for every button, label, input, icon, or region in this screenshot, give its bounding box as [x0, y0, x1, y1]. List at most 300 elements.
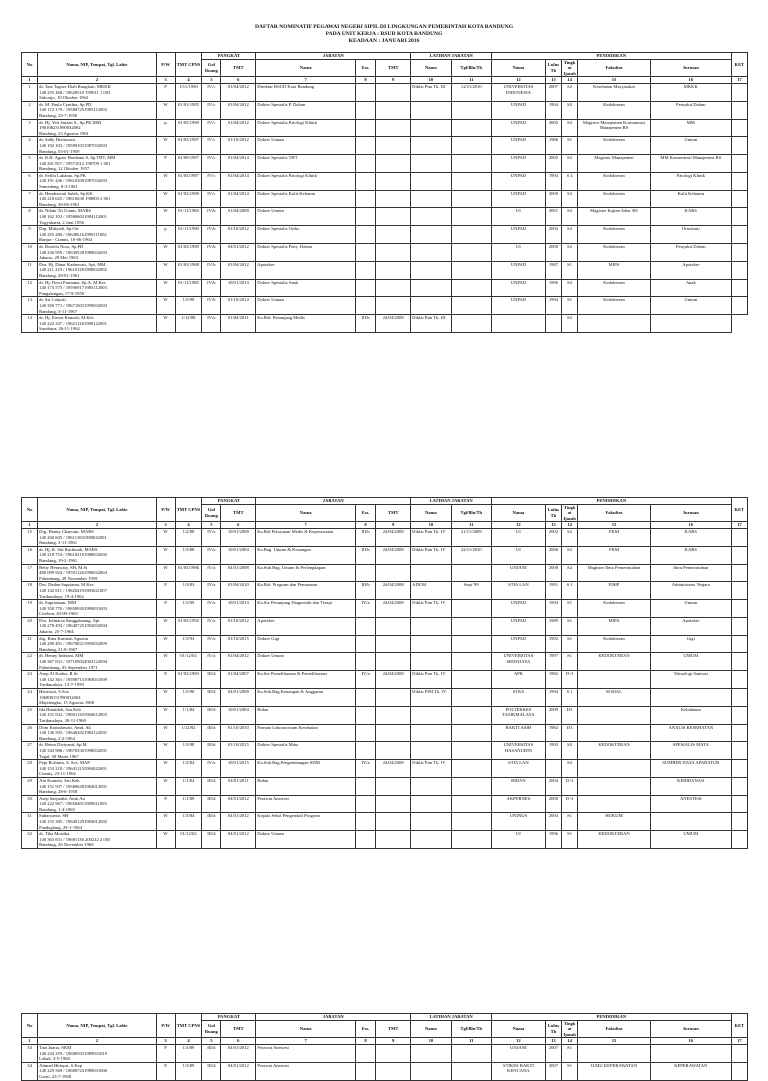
table-cell: 1/1/84 — [175, 777, 202, 795]
table-cell — [411, 244, 451, 262]
table-cell: 1/11/1990 — [175, 83, 202, 101]
table-cell: dr. Hj. R. Siti Rachmah, MARS 140 218 753 / 196102191988032002 Bandung, 19-2-1961 — [38, 546, 157, 564]
table-cell — [451, 244, 491, 262]
col-number: 9 — [376, 522, 411, 529]
table-cell: 1/3/88 — [175, 546, 202, 564]
table-cell — [376, 689, 411, 707]
col-header-jabatan-nama: Nama — [256, 59, 356, 77]
table-cell: 7 — [22, 190, 38, 208]
table-cell — [355, 279, 375, 297]
table-cell: Kedokteran — [578, 279, 651, 297]
table-cell: 5 — [22, 155, 38, 173]
table-cell — [355, 226, 375, 244]
table-cell — [376, 635, 411, 653]
table-cell: 01/03/1986 — [175, 564, 202, 582]
table-cell: Ilmu Pemerintahan — [650, 564, 731, 582]
table-cell: 30 — [22, 795, 38, 813]
table-cell — [451, 297, 491, 315]
table-row — [22, 1044, 748, 1062]
table-cell — [355, 564, 375, 582]
table-cell: Kedokteran — [578, 101, 651, 119]
table-cell: Apoteker — [256, 261, 356, 279]
table-cell: UNPAD — [491, 226, 545, 244]
table-row — [22, 617, 748, 635]
table-cell: Umum — [650, 600, 731, 618]
table-cell: ANALIS KESEHATAN — [650, 724, 731, 742]
table-cell: P — [156, 155, 175, 173]
table-cell — [731, 760, 747, 778]
col-header-latihan-tgl: Tgl/Bln/Th — [451, 1020, 491, 1038]
table-row — [22, 155, 748, 173]
table-cell — [578, 706, 651, 724]
table-cell: 2006 — [545, 546, 561, 564]
table-cell: dr. Suprastuan, MM 140 350 770 / 196509201999031003 Cirebon, 20-09-1965 — [38, 600, 157, 618]
table-row — [22, 297, 748, 315]
table-cell: 1992 — [545, 635, 561, 653]
table-cell: IV/c — [202, 190, 221, 208]
table-cell: Patologi Klinik — [650, 172, 731, 190]
table-cell: Drg. Henny Chaerani, MARS 140 260 845 / 196111031988022001 Bandung, 3-11-1961 — [38, 528, 157, 546]
table-cell: MM Konsentrasi Manajemen RS — [650, 155, 731, 173]
table-cell: dr. Taat Tagore Diah Rangkuti, MKKK 140 255 468 / 19620510 199011 1 003 Sidoarjo, 10 Oktober 1962 — [38, 83, 157, 101]
table-cell: 15 — [22, 528, 38, 546]
table-cell: 3 — [22, 119, 38, 137]
table-cell: IV/a — [355, 760, 375, 778]
table-cell: 04/01/2008 — [221, 564, 256, 582]
table-cell — [411, 706, 451, 724]
table-cell: BAKTI ASIH — [491, 724, 545, 742]
table-cell — [376, 813, 411, 831]
table-cell — [376, 724, 411, 742]
table-cell: Kedokteran — [578, 297, 651, 315]
col-number: 3 — [156, 1038, 175, 1045]
table-cell: 10/01/2015 — [221, 760, 256, 778]
table-cell: 24/04/2008 — [376, 582, 411, 600]
table-cell: Dokter Umum — [256, 653, 356, 671]
table-cell: 01/10/2012 — [221, 617, 256, 635]
table-cell: 1/12/82 — [175, 724, 202, 742]
table-row — [22, 760, 748, 778]
table-cell: 01/09/1987 — [175, 155, 202, 173]
table-cell: W — [156, 297, 175, 315]
table-cell: Ka.Sub.Bag. Umum & Perlengkapan — [256, 564, 356, 582]
table-cell — [411, 190, 451, 208]
table-cell: p — [156, 119, 175, 137]
table-cell: S1 — [562, 1062, 578, 1080]
table-cell: UMUM — [650, 831, 731, 849]
table-cell: W — [156, 564, 175, 582]
table-cell — [411, 653, 451, 671]
col-number: 13 — [545, 522, 561, 529]
table-cell: S1 — [562, 297, 578, 315]
table-cell — [731, 528, 747, 546]
table-cell — [491, 315, 545, 333]
table-cell: 10/01/2008 — [221, 528, 256, 546]
table-cell: P — [156, 1044, 175, 1062]
table-cell: Dokter Spesialis Patologi Klinik — [256, 172, 356, 190]
table-cell — [376, 1062, 411, 1080]
col-number: 3 — [156, 77, 175, 84]
table-cell — [731, 653, 747, 671]
table-cell — [451, 190, 491, 208]
table-cell: UNPAD — [491, 635, 545, 653]
table-cell: W — [156, 172, 175, 190]
col-header-latihan: LATIHAN JABATAN — [411, 498, 492, 505]
table-cell: 04/01/2012 — [221, 1044, 256, 1062]
table-cell: STIA LAN — [491, 582, 545, 600]
table-cell: P — [156, 795, 175, 813]
table-cell — [451, 315, 491, 333]
table-cell: W — [156, 724, 175, 742]
table-cell: 2005 — [545, 155, 561, 173]
table-cell — [731, 101, 747, 119]
col-header-ket: KET — [731, 1014, 747, 1038]
table-cell: 1/3/98 — [175, 742, 202, 760]
table-cell: IV/a — [355, 600, 375, 618]
table-cell: 11 — [22, 261, 38, 279]
table-cell — [376, 653, 411, 671]
table-cell: IV/a — [202, 564, 221, 582]
table-cell: UNPAD — [491, 617, 545, 635]
table-cell: Perawat Anestesi — [256, 795, 356, 813]
table-cell: IV/c — [202, 137, 221, 155]
table-cell — [355, 297, 375, 315]
table-cell: IV/b — [202, 261, 221, 279]
table-cell: S2 — [562, 155, 578, 173]
table-cell — [376, 706, 411, 724]
table-cell — [376, 244, 411, 262]
table-cell: 4 — [22, 137, 38, 155]
table-cell: 1/3/99 — [175, 600, 202, 618]
table-cell: S 2 — [562, 172, 578, 190]
table-cell: dr. Hj. Eresta Kemala, M.Kes 140 222 347 / 196211261988122001 Surabaya, 26-11-1962 — [38, 315, 157, 333]
table-cell: 2007 — [545, 83, 561, 101]
table-row — [22, 226, 748, 244]
col-number: 10 — [411, 522, 451, 529]
table-cell: 1997 — [545, 653, 561, 671]
table-cell: 01/11/1984 — [175, 208, 202, 226]
col-number: 7 — [256, 1038, 356, 1045]
table-cell — [451, 617, 491, 635]
table-cell — [545, 760, 561, 778]
col-number: 15 — [578, 522, 651, 529]
table-cell: MM — [650, 119, 731, 137]
table-row — [22, 635, 748, 653]
table-cell — [355, 742, 375, 760]
table-row — [22, 1062, 748, 1080]
header-unit: PADA UNIT KERJA : RSUD KOTA BANDUNG — [325, 31, 443, 37]
table-cell: W — [156, 706, 175, 724]
table-cell: Umum — [650, 137, 731, 155]
table-row — [22, 279, 748, 297]
table-cell: 1994 — [545, 297, 561, 315]
table-cell: Magister Ilmu Pemerintahan — [578, 564, 651, 582]
table-row — [22, 261, 748, 279]
table-cell: HUKUM — [578, 813, 651, 831]
table-cell: UNIVERSITAS INDONESIA — [491, 83, 545, 101]
table-cell — [731, 689, 747, 707]
table-cell: Diklat Pim Tk. IV — [411, 760, 451, 778]
table-cell: 1986 — [545, 137, 561, 155]
table-cell: UNPAD — [491, 279, 545, 297]
table-cell: Ani Komala, Am.Keb 140 151 937 / 195806281984012001 Bandung, 28-6-1958 — [38, 777, 157, 795]
col-number: 15 — [578, 1038, 651, 1045]
table-cell: dr. Henny Indriani, MM 140 367 631 / 197109032002122004 Palembang, 03 September 1971 — [38, 653, 157, 671]
table-cell: dr. R.H. Agoes Hardiana S, Sp.THT, MM 140 201 857 / 19571012 198709 1 001 Bandung, 12 Oktober 1957 — [38, 155, 157, 173]
table-cell — [355, 813, 375, 831]
table-cell — [650, 689, 731, 707]
col-header-nama: Nama, NIP, Tempat, Tgl. Lahir — [38, 498, 157, 522]
table-cell — [578, 724, 651, 742]
table-cell — [451, 635, 491, 653]
table-cell: S2 — [562, 101, 578, 119]
table-cell: S2 — [562, 315, 578, 333]
table-cell — [376, 137, 411, 155]
table-cell: W — [156, 760, 175, 778]
table-cell: Dokter Umum — [256, 137, 356, 155]
table-cell — [650, 1044, 731, 1062]
table-cell — [355, 244, 375, 262]
col-header-gol: Gol Ruang — [202, 504, 221, 522]
col-header-tmt-cpns: TMT CPNS — [175, 53, 202, 77]
table-cell: Bidan — [256, 706, 356, 724]
col-number: 10 — [411, 77, 451, 84]
table-cell: 10/01/2004 — [221, 706, 256, 724]
table-cell: Kedokteran — [578, 226, 651, 244]
table-cell: 1994 — [545, 600, 561, 618]
col-header-pw: P/W — [156, 1014, 175, 1038]
table-cell: 24/04/2008 — [376, 760, 411, 778]
table-cell: STIKES BAKTI KENCANA — [491, 1062, 545, 1080]
table-cell — [411, 635, 451, 653]
table-cell — [731, 1044, 747, 1062]
table-cell — [355, 653, 375, 671]
table-cell: S2 — [562, 742, 578, 760]
table-cell: UI — [491, 208, 545, 226]
col-number: 12 — [491, 522, 545, 529]
col-header-no: No — [22, 498, 38, 522]
col-header-fakultas: Fakultas — [578, 1020, 651, 1038]
table-cell: 01/03/1992 — [175, 617, 202, 635]
table-cell — [451, 155, 491, 173]
col-number: 16 — [650, 77, 731, 84]
table-cell: Magister Kajian Adm. RS — [578, 208, 651, 226]
table-cell: S2 — [562, 564, 578, 582]
table-cell: IV/a — [355, 671, 375, 689]
table-cell: Teknologi Sanitasi — [650, 671, 731, 689]
table-cell: dr. Sri Cahyati 140 350 771 / 196710031999032003 Bandung, 3-11-1967 — [38, 297, 157, 315]
col-header-tingkat: Tingkat Ijazah — [563, 1020, 576, 1037]
table-cell: 9 — [22, 226, 38, 244]
table-cell: P — [156, 600, 175, 618]
table-cell: Ka.Sub.Bag.Pengembangan SDM — [256, 760, 356, 778]
table-cell: Dra. Julinarsa Sanggabuang, Apt 140 278 493 / 196407251992032004 Jakarta, 25-7-1964 — [38, 617, 157, 635]
table-cell — [376, 777, 411, 795]
table-cell: III/d — [202, 813, 221, 831]
table-cell — [731, 261, 747, 279]
table-cell — [376, 119, 411, 137]
col-number: 11 — [451, 522, 491, 529]
table-cell: UNIVERSITAS SRIWIJAYA — [491, 653, 545, 671]
table-cell — [731, 172, 747, 190]
table-cell: KEPERAWATAN — [650, 1062, 731, 1080]
col-number: 5 — [202, 522, 221, 529]
col-number: 15 — [578, 77, 651, 84]
table-cell — [355, 617, 375, 635]
table-cell: Kedokteran — [578, 190, 651, 208]
col-header-lulus: Lulus Th — [545, 59, 561, 77]
table-row — [22, 528, 748, 546]
col-header-jabatan-tmt: TMT — [376, 59, 411, 77]
col-header-jurusan: Jurusan — [650, 504, 731, 522]
table-cell: W — [156, 137, 175, 155]
table-cell: UNIVERSITAS HASANUDIN — [491, 742, 545, 760]
table-cell: W — [156, 546, 175, 564]
table-cell: IV/a — [202, 653, 221, 671]
table-cell — [411, 795, 451, 813]
table-cell — [451, 689, 491, 707]
table-cell: 10/01/2004 — [221, 546, 256, 564]
table-cell — [578, 315, 651, 333]
col-number: 17 — [731, 77, 747, 84]
table-cell — [451, 279, 491, 297]
table-cell: D-3 — [562, 795, 578, 813]
table-cell: 1996 — [545, 831, 561, 849]
table-cell: UNPAD — [491, 155, 545, 173]
table-cell: 24/04/2008 — [376, 315, 411, 333]
table-cell: IV/b — [202, 297, 221, 315]
table-cell: IV/b — [202, 244, 221, 262]
table-cell — [355, 635, 375, 653]
col-header-ket: KET — [731, 498, 747, 522]
col-number: 1 — [22, 77, 38, 84]
table-cell: S1 — [562, 831, 578, 849]
table-cell: Ka.Sie Pemeliharaan & Pemeliharaan — [256, 671, 356, 689]
col-header-tmt: TMT — [221, 1020, 256, 1038]
table-cell: 04/01/2008 — [221, 689, 256, 707]
table-cell: S2 — [562, 760, 578, 778]
col-header-jurusan: Jurusan — [650, 59, 731, 77]
col-number: 10 — [411, 1038, 451, 1045]
table-cell: IV/a — [202, 635, 221, 653]
table-cell — [731, 1062, 747, 1080]
table-row — [22, 208, 748, 226]
table-cell: ANESTESI — [650, 795, 731, 813]
col-number: 13 — [545, 1038, 561, 1045]
table-cell: KEDOKTERAN — [578, 653, 651, 671]
table-cell: Bidan — [256, 777, 356, 795]
table-cell: 1993 — [545, 742, 561, 760]
table-row — [22, 119, 748, 137]
table-cell: IV/c — [202, 119, 221, 137]
col-number: 14 — [562, 77, 578, 84]
table-cell: 01/03/1983 — [175, 671, 202, 689]
table-cell: MKKK — [650, 83, 731, 101]
table-cell — [376, 831, 411, 849]
table-cell: 6 — [22, 172, 38, 190]
table-cell — [411, 297, 451, 315]
table-cell — [355, 172, 375, 190]
col-number: 6 — [221, 1038, 256, 1045]
table-cell: 24/04/2008 — [376, 528, 411, 546]
col-number: 8 — [355, 1038, 375, 1045]
table-cell: S2 — [562, 279, 578, 297]
table-cell: W — [156, 689, 175, 707]
table-cell: UI — [491, 528, 545, 546]
col-header-latihan-tgl: Tgl/Bln/Th — [451, 59, 491, 77]
table-cell: 14 — [22, 315, 38, 333]
table-cell: AKPERNES — [491, 795, 545, 813]
table-cell — [355, 83, 375, 101]
table-cell — [411, 137, 451, 155]
table-cell: Herawati, S.Sos 196808151990032004 Majalengka, 15 Agustus 1968 — [38, 689, 157, 707]
table-row — [22, 564, 748, 582]
table-cell — [451, 119, 491, 137]
table-cell: KARS — [650, 208, 731, 226]
table-cell — [376, 101, 411, 119]
table-cell: III/d — [202, 724, 221, 742]
table-cell: W — [156, 528, 175, 546]
col-number: 4 — [175, 77, 202, 84]
table-cell: BIDAN — [491, 777, 545, 795]
col-header-gol: Gol Ruang — [202, 1020, 221, 1038]
table-cell: UI — [491, 831, 545, 849]
table-cell: 31 — [22, 813, 38, 831]
col-header-pendidikan-nama: Nama — [491, 504, 545, 522]
table-cell: 8 — [22, 208, 38, 226]
table-cell: Kedokteran — [578, 172, 651, 190]
table-cell: S2 — [562, 83, 578, 101]
table-cell: III/d — [202, 1062, 221, 1080]
table-cell: Ka.Sub.Bag.Keuangan & Anggaran — [256, 689, 356, 707]
table-cell: S1 — [562, 600, 578, 618]
table-cell: 1/2/84 — [175, 760, 202, 778]
col-header-jabatan-tmt: TMT — [376, 504, 411, 522]
table-cell — [451, 261, 491, 279]
col-number: 14 — [562, 522, 578, 529]
table-cell: 1/3/96 — [175, 689, 202, 707]
table-cell: III/d — [202, 1044, 221, 1062]
table-cell — [376, 208, 411, 226]
table-cell: 24/04/2008 — [376, 671, 411, 689]
table-cell — [451, 1044, 491, 1062]
table-cell: 1987 — [545, 261, 561, 279]
table-cell — [376, 172, 411, 190]
table-cell: 2000 — [545, 244, 561, 262]
table-cell: 01/11/1990 — [175, 226, 202, 244]
col-header-latihan-nama: Nama — [411, 1020, 451, 1038]
table-cell: S2 — [562, 244, 578, 262]
col-header-ess: Ess. — [355, 504, 375, 522]
table-cell: P — [156, 582, 175, 600]
table-cell: UMUM — [650, 653, 731, 671]
table-cell — [376, 190, 411, 208]
col-number: 17 — [731, 1038, 747, 1045]
table-cell: Ka.Sie Penunjang Diagnostik dan Terapi — [256, 600, 356, 618]
table-cell: 04/01/2011 — [221, 777, 256, 795]
table-cell: S1 — [562, 261, 578, 279]
table-cell: P — [156, 671, 175, 689]
table-cell: P — [156, 1062, 175, 1080]
table-cell: S1 — [562, 617, 578, 635]
table-cell: 13 — [22, 297, 38, 315]
table-cell: 2005 — [545, 119, 561, 137]
table-cell: S2 — [562, 546, 578, 564]
table-cell — [731, 155, 747, 173]
table-cell: drg. Rina Kurniati Agustin 140 299 491 / 196708211993032009 Bandung, 21-8-1967 — [38, 635, 157, 653]
table-row — [22, 813, 748, 831]
table-cell: SPESIALIS MATA — [650, 742, 731, 760]
